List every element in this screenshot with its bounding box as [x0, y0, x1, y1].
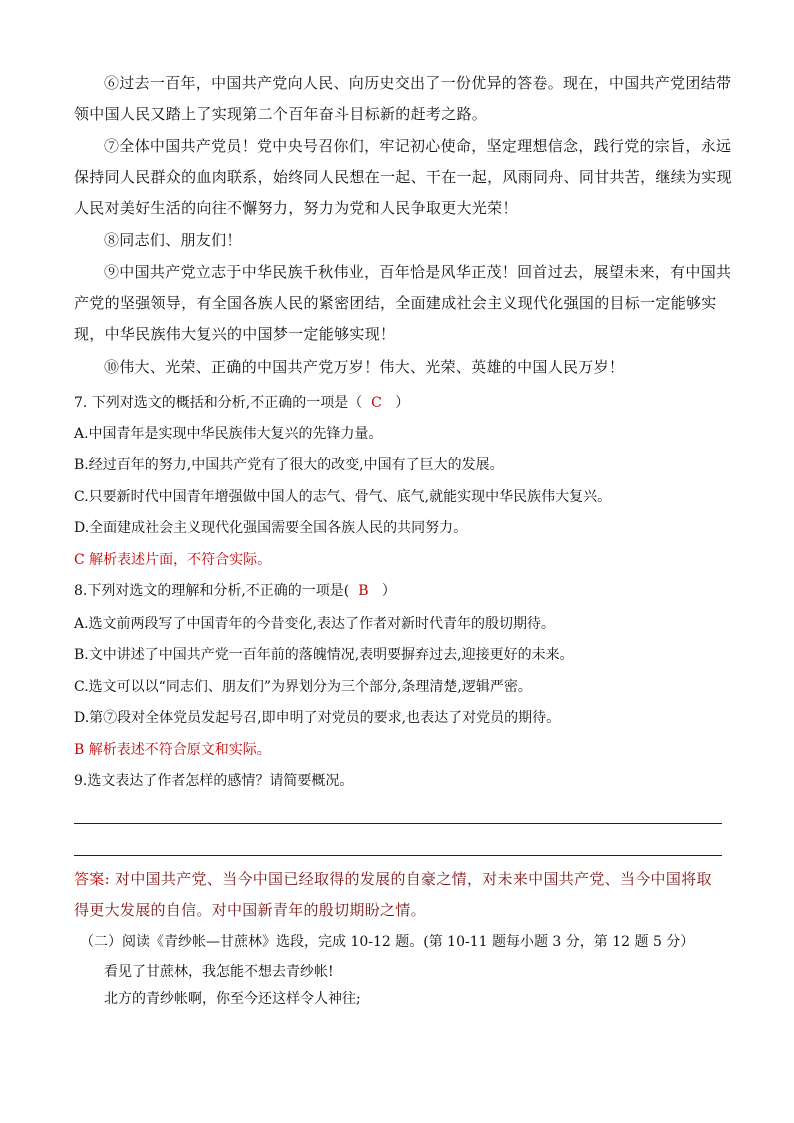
question-9-stem: 9.选文表达了作者怎样的感情？请简要概况。 — [74, 773, 354, 789]
question-7-stem — [74, 393, 754, 413]
question-8-stem-text: 8.下列对选文的理解和分析,不正确的一项是( — [74, 583, 350, 599]
question-7-option-d: D.全面建成社会主义现代化强国需要全国各族人民的共同努力。 — [74, 520, 468, 536]
question-7-analysis: C 解析表述片面，不符合实际。 — [74, 552, 272, 568]
answer-blank-line-1 — [74, 823, 722, 824]
question-7-option-a: A.中国青年是实现中华民族伟大复兴的先锋力量。 — [74, 426, 383, 442]
poem-line-2: 北方的青纱帐啊，你至今还这样令人神往; — [104, 991, 361, 1007]
poem-line-1: 看见了甘蔗林，我怎能不想去青纱帐! — [104, 964, 334, 980]
passage-paragraph-6: ⑥过去一百年，中国共产党向人民、向历史交出了一份优异的答卷。现在，中国共产党团结带领中国人民又踏上了实现第二个百年奋斗目标新的赶考之路。 — [74, 74, 732, 123]
question-8-analysis: B 解析表述不符合原文和实际。 — [74, 742, 271, 758]
section-2-heading: （二）阅读《青纱帐—甘蔗林》选段，完成 10-12 题。(第 10-11 题每小题 3 分，第 12 题 5 分） — [80, 934, 695, 950]
question-7-option-c: C.只要新时代中国青年增强做中国人的志气、骨气、底气,就能实现中华民族伟大复兴。 — [74, 489, 612, 505]
answer-text: 对中国共产党、当今中国已经取得的发展的自豪之情，对未来中国共产党、当今中国将取得更大发展的自信。对中国新青年的殷切期盼之情。 — [74, 870, 712, 919]
question-8-answer: B — [358, 583, 369, 599]
answer-blank-line-2 — [74, 855, 722, 856]
question-8-stem — [74, 581, 754, 601]
question-7-option-b: B.经过百年的努力,中国共产党有了很大的改变,中国有了巨大的发展。 — [74, 457, 504, 473]
question-7-answer: C — [371, 395, 382, 411]
passage-paragraph-7: ⑦全体中国共产党员！党中央号召你们，牢记初心使命，坚定理想信念，践行党的宗旨，永远保持同人民群众的血肉联系，始终同人民想在一起、干在一起，风雨同舟、同甘共苦，继续为实现人民对美好生活的向往不懈努力，努力为党和人民争取更大光荣！ — [74, 137, 732, 217]
answer-label: 答案: — [74, 870, 110, 888]
question-8-stem-close: ） — [381, 583, 396, 599]
question-8-option-c: C.选文可以以“同志们、朋友们”为界划分为三个部分,条理清楚,逻辑严密。 — [74, 679, 532, 695]
question-8-option-d: D.第⑦段对全体党员发起号召,即申明了对党员的要求,也表达了对党员的期待。 — [74, 710, 561, 726]
question-8-option-a: A.选文前两段写了中国青年的今昔变化,表达了作者对新时代青年的殷切期待。 — [74, 616, 556, 632]
question-8-option-b: B.文中讲述了中国共产党一百年前的落魄情况,表明要摒弃过去,迎接更好的未来。 — [74, 647, 574, 663]
passage-paragraph-8: ⑧同志们、朋友们！ — [104, 231, 242, 249]
passage-paragraph-10: ⑩伟大、光荣、正确的中国共产党万岁！伟大、光荣、英雄的中国人民万岁！ — [104, 358, 625, 376]
question-7-stem-text: 7. 下列对选文的概括和分析,不正确的一项是（ — [74, 395, 363, 411]
question-7-stem-close: ） — [395, 395, 410, 411]
question-9-answer — [74, 864, 726, 926]
passage-paragraph-9: ⑨中国共产党立志于中华民族千秋伟业，百年恰是风华正茂！回首过去，展望未来，有中国共产党的坚强领导，有全国各族人民的紧密团结，全面建成社会主义现代化强国的目标一定能够实现，中华民族伟大复兴的中国梦一定能够实现！ — [74, 263, 732, 343]
